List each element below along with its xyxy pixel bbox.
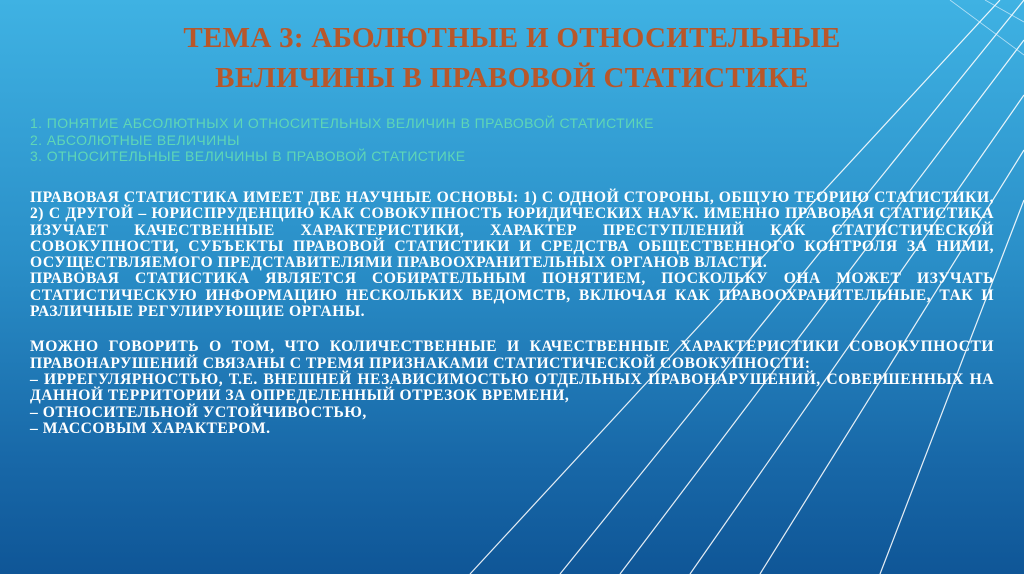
title-line-2: ВЕЛИЧИНЫ В ПРАВОВОЙ СТАТИСТИКЕ [215,62,809,94]
title-line-1: ТЕМА 3: АБОЛЮТНЫЕ И ОТНОСИТЕЛЬНЫЕ [183,22,841,54]
outline-list [30,115,970,165]
slide-title [40,18,984,98]
bullet-relative-stability: – ОТНОСИТЕЛЬНОЙ УСТОЙЧИВОСТЬЮ, [30,403,367,421]
outline-item-1: 1. ПОНЯТИЕ АБСОЛЮТНЫХ И ОТНОСИТЕЛЬНЫХ ВЕЛИЧИН В ПРАВОВОЙ СТАТИСТИКЕ [30,115,654,131]
paragraph-three-features: МОЖНО ГОВОРИТЬ О ТОМ, ЧТО КОЛИЧЕСТВЕННЫЕ И КАЧЕСТВЕННЫЕ ХАРАКТЕРИСТИКИ СОВОКУПНОСТИ ПРАВОНАРУШЕНИЙ СВЯЗАНЫ С ТРЕМЯ ПРИЗНАКАМИ СТАТИСТИЧЕСКОЙ СОВОКУПНОСТИ: [30,338,994,372]
paragraph-collective-concept: ПРАВОВАЯ СТАТИСТИКА ЯВЛЯЕТСЯ СОБИРАТЕЛЬНЫМ ПОНЯТИЕМ, ПОСКОЛЬКУ ОНА МОЖЕТ ИЗУЧАТЬ СТАТИСТИЧЕСКУЮ ИНФОРМАЦИЮ НЕСКОЛЬКИХ ВЕДОМСТВ, ВКЛЮЧАЯ КАК ПРАВООХРАНИТЕЛЬНЫЕ, ТАК И РАЗЛИЧНЫЕ РЕГУЛИРУЮЩИЕ ОРГАНЫ. [30,270,994,321]
paragraph-legal-statistics-foundations: ПРАВОВАЯ СТАТИСТИКА ИМЕЕТ ДВЕ НАУЧНЫЕ ОСНОВЫ: 1) С ОДНОЙ СТОРОНЫ, ОБЩУЮ ТЕОРИЮ СТАТИСТИКИ, 2) С ДРУГОЙ – ЮРИСПРУДЕНЦИЮ КАК СОВОКУПНОСТЬ ЮРИДИЧЕСКИХ НАУК. ИМЕННО ПРАВОВАЯ СТАТИСТИКА ИЗУЧАЕТ КАЧЕСТВЕННЫЕ ХАРАКТЕРИСТИКИ, ХАРАКТЕР ПРЕСТУПЛЕНИЙ КАК СТАТИСТИЧЕСКОЙ СОВОКУПНОСТИ, СУБЪЕКТЫ ПРАВОВОЙ СТАТИСТИКИ И СРЕДСТВА ОБЩЕСТВЕННОГО КОНТРОЛЯ ЗА НИМИ, ОСУЩЕСТВЛЯЕМОГО ПРЕДСТАВИТЕЛЯМИ ПРАВООХРАНИТЕЛЬНЫХ ОРГАНОВ ВЛАСТИ. [30,189,994,272]
bullet-mass-character: – МАССОВЫМ ХАРАКТЕРОМ. [30,419,271,437]
outline-item-2: 2. АБСОЛЮТНЫЕ ВЕЛИЧИНЫ [30,131,240,148]
bullet-irregularity: – ИРРЕГУЛЯРНОСТЬЮ, Т.Е. ВНЕШНЕЙ НЕЗАВИСИМОСТЬЮ ОТДЕЛЬНЫХ ПРАВОНАРУШЕНИЙ, СОВЕРШЕННЫХ НА ДАННОЙ ТЕРРИТОРИИ ЗА ОПРЕДЕЛЕННЫЙ ОТРЕЗОК ВРЕМЕНИ, [30,370,994,405]
slide-body [30,190,994,437]
outline-item-3: 3. ОТНОСИТЕЛЬНЫЕ ВЕЛИЧИНЫ В ПРАВОВОЙ СТАТИСТИКЕ [30,148,466,164]
